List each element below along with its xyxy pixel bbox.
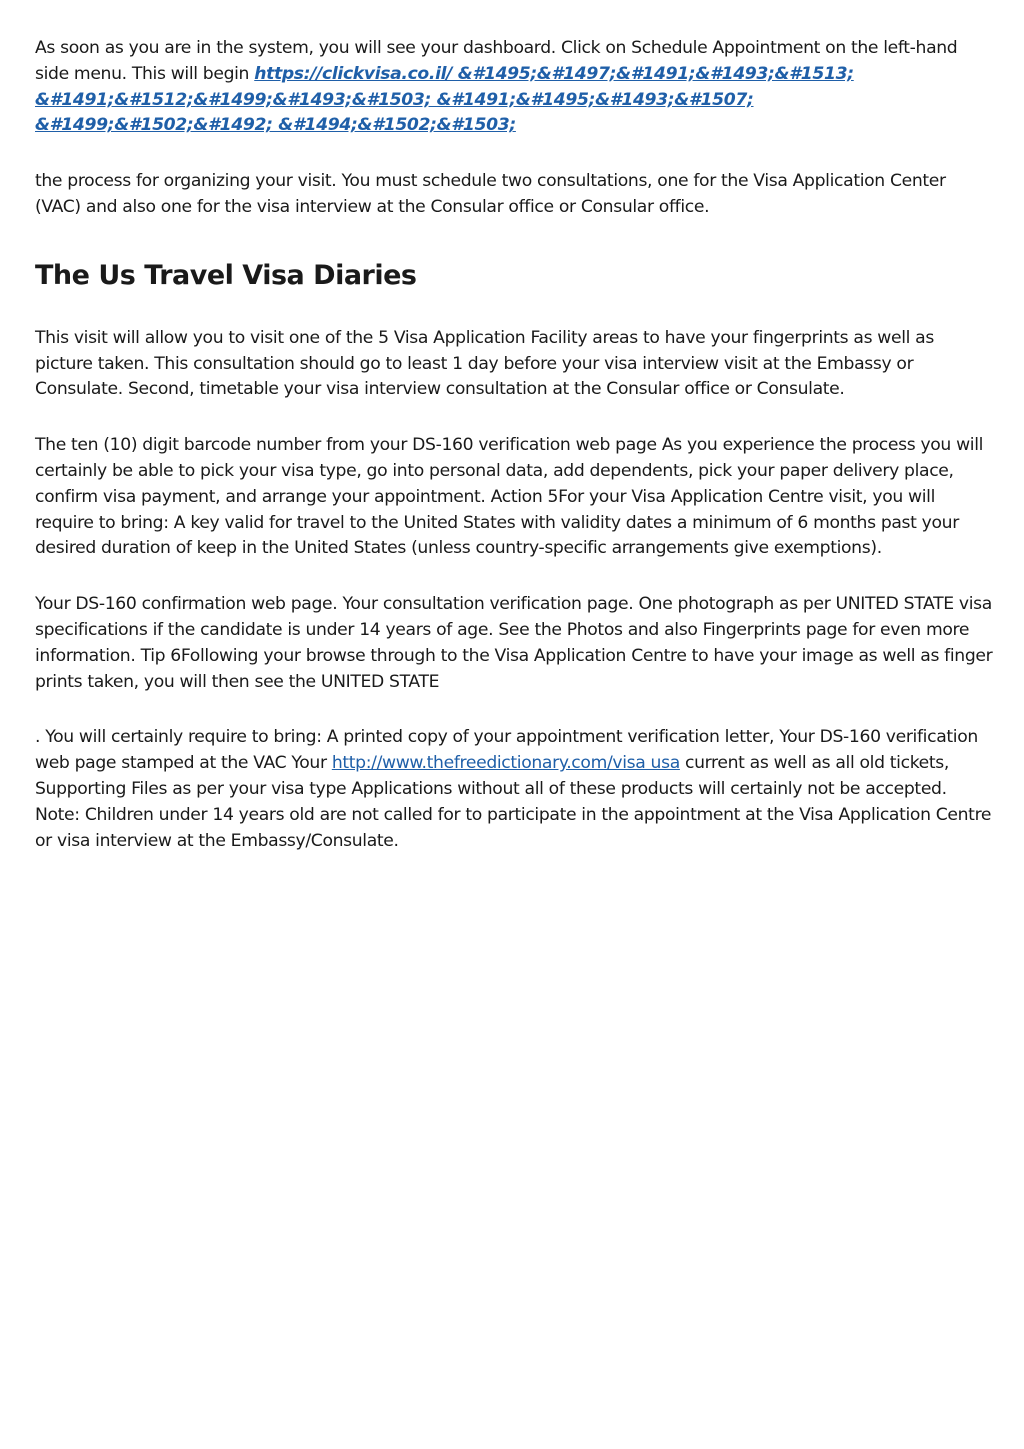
requirements-text-start: . You will certainly require to bring: A printed copy of your appointment verification letter, Your DS-160 verification web page stamped at the VAC Your [35, 727, 978, 774]
visit-paragraph: This visit will allow you to visit one of the 5 Visa Application Facility areas to have your fingerprints as well as picture taken. This consultation should go to least 1 day before your visa interview visit at the Embassy or Consulate. Second, timetable your visa interview consultation at the Consular office or Consulate. [35, 327, 934, 400]
requirements-paragraph [35, 725, 995, 854]
intro-paragraph [35, 36, 995, 139]
intro-text: As soon as you are in the system, you will see your dashboard. Click on Schedule Appointment on the left-hand side menu. This will begin [35, 38, 958, 84]
barcode-paragraph: The ten (10) digit barcode number from your DS-160 verification web page As you experience the process you will certainly be able to pick your visa type, go into personal data, add dependents, pick your paper delivery place, confirm visa payment, and arrange your appointment. Action 5For your Visa Application Centre visit, you will require to bring: A key valid for travel to the United States with validity dates a minimum of 6 months past your desired duration of keep in the United States (unless country-specific arrangements give exemptions). [35, 435, 984, 559]
clickvisa-link[interactable]: https://clickvisa.co.il/ &#1495;&#1497;&#1491;&#1493;&#1513; &#1491;&#1512;&#1499;&#1493;&#1503; &#1491;&#1495;&#1493;&#1507; &#1499;&#1502;&#1492; &#1494;&#1502;&#1503; [35, 63, 854, 136]
requirements-text-end: current as well as all old tickets, Supporting Files as per your visa type Applications without all of these products will certainly not be accepted. Note: Children under 14 years old are not called for to participate in the appointment at the Visa Application Centre or visa interview at the Embassy/Consulate. [35, 753, 992, 851]
section-heading: The Us Travel Visa Diaries [35, 259, 417, 291]
freedictionary-link[interactable]: http://www.thefreedictionary.com/visa usa [331, 753, 680, 774]
document-body [35, 36, 995, 854]
confirmation-paragraph: Your DS-160 confirmation web page. Your consultation verification page. One photograph as per UNITED STATE visa specifications if the candidate is under 14 years of age. See the Photos and also Fingerprints page for even more information. Tip 6Following your browse through to the Visa Application Centre to have your image as well as finger prints taken, you will then see the UNITED STATE [35, 594, 993, 692]
process-paragraph: the process for organizing your visit. You must schedule two consultations, one for the Visa Application Center (VAC) and also one for the visa interview at the Consular office or Consular office. [35, 171, 946, 217]
